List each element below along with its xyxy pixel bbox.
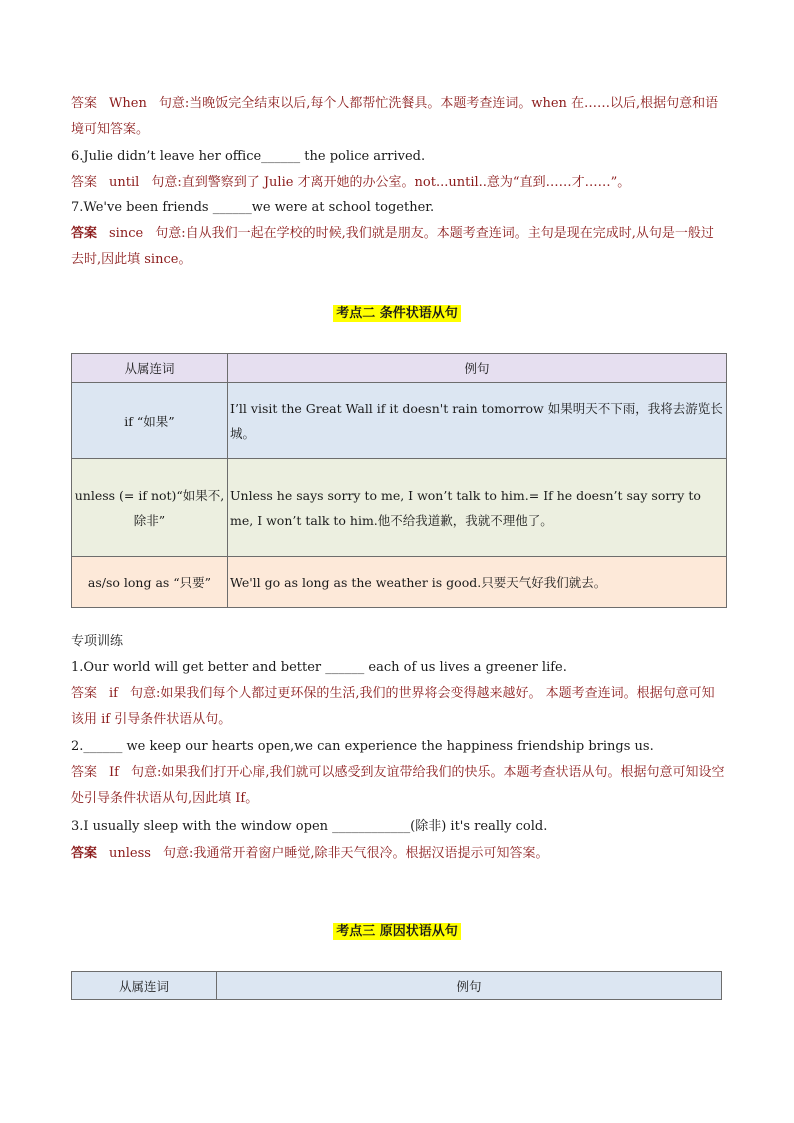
table-header-row <box>72 972 722 1000</box>
conjunction-cell: if “如果” <box>72 383 228 459</box>
header-example: 例句 <box>217 972 722 1000</box>
answer-word: If <box>109 765 119 780</box>
practice-answer-3 <box>71 841 726 867</box>
answer-5 <box>71 91 726 143</box>
table-header-row <box>72 354 727 383</box>
header-conjunction: 从属连词 <box>72 354 228 383</box>
answer-label: 答案 <box>71 846 98 861</box>
answer-word: if <box>109 686 118 701</box>
answer-6 <box>71 170 726 196</box>
practice-heading: 专项训练 <box>71 634 124 649</box>
practice-answer-2 <box>71 760 726 812</box>
answer-explanation: 句意:如果我们每个人都过更环保的生活,我们的世界将会变得越来越好。 本题考查连词。根据句意可知该用 if 引导条件状语从句。 <box>71 686 715 727</box>
answer-7 <box>71 221 726 273</box>
answer-word: until <box>109 175 140 190</box>
question-6: 6.Julie didn’t leave her office______ the police arrived. <box>71 149 426 164</box>
section-3-title-text: 考点三 原因状语从句 <box>333 923 461 940</box>
section-3-title <box>0 920 794 939</box>
answer-explanation: 句意:直到警察到了 Julie 才离开她的办公室。not...until..意为“直到……才……”。 <box>151 175 631 190</box>
reason-clause-table <box>71 971 722 1000</box>
answer-explanation: 句意:如果我们打开心扉,我们就可以感受到友谊带给我们的快乐。本题考查状语从句。根据句意可知设空处引导条件状语从句,因此填 If。 <box>71 765 725 806</box>
practice-question-2: 2.______ we keep our hearts open,we can experience the happiness friendship brings us. <box>71 739 654 754</box>
conjunction-cell: as/so long as “只要” <box>72 557 228 608</box>
section-2-title-text: 考点二 条件状语从句 <box>333 305 461 322</box>
answer-word: since <box>109 226 144 241</box>
question-7: 7.We've been friends ______we were at school together. <box>71 200 435 215</box>
answer-explanation: 句意:当晚饭完全结束以后,每个人都帮忙洗餐具。本题考查连词。when 在……以后,根据句意和语境可知答案。 <box>71 96 719 137</box>
answer-label: 答案 <box>71 686 98 701</box>
answer-word: When <box>109 96 147 111</box>
table-row <box>72 383 727 459</box>
answer-explanation: 句意:自从我们一起在学校的时候,我们就是朋友。本题考查连词。主句是现在完成时,从句是一般过去时,因此填 since。 <box>71 226 714 267</box>
answer-label: 答案 <box>71 226 98 241</box>
example-cell: We'll go as long as the weather is good.只要天气好我们就去。 <box>228 557 727 608</box>
condition-clause-table <box>71 353 727 608</box>
answer-word: unless <box>109 846 151 861</box>
example-cell: Unless he says sorry to me, I won’t talk to him.= If he doesn’t say sorry to me, I won’t talk to him.他不给我道歉，我就不理他了。 <box>228 459 727 557</box>
answer-label: 答案 <box>71 96 98 111</box>
answer-label: 答案 <box>71 175 98 190</box>
section-2-title <box>0 302 794 321</box>
practice-answer-1 <box>71 681 726 733</box>
conjunction-cell: unless (= if not)“如果不,除非” <box>72 459 228 557</box>
header-example: 例句 <box>228 354 727 383</box>
answer-explanation: 句意:我通常开着窗户睡觉,除非天气很冷。根据汉语提示可知答案。 <box>162 846 549 861</box>
example-cell: I’ll visit the Great Wall if it doesn't rain tomorrow 如果明天不下雨，我将去游览长城。 <box>228 383 727 459</box>
practice-question-1: 1.Our world will get better and better ______ each of us lives a greener life. <box>71 660 567 675</box>
header-conjunction: 从属连词 <box>72 972 217 1000</box>
table-row <box>72 557 727 608</box>
table-row <box>72 459 727 557</box>
practice-question-3: 3.I usually sleep with the window open ____________(除非) it's really cold. <box>71 819 548 834</box>
answer-label: 答案 <box>71 765 98 780</box>
